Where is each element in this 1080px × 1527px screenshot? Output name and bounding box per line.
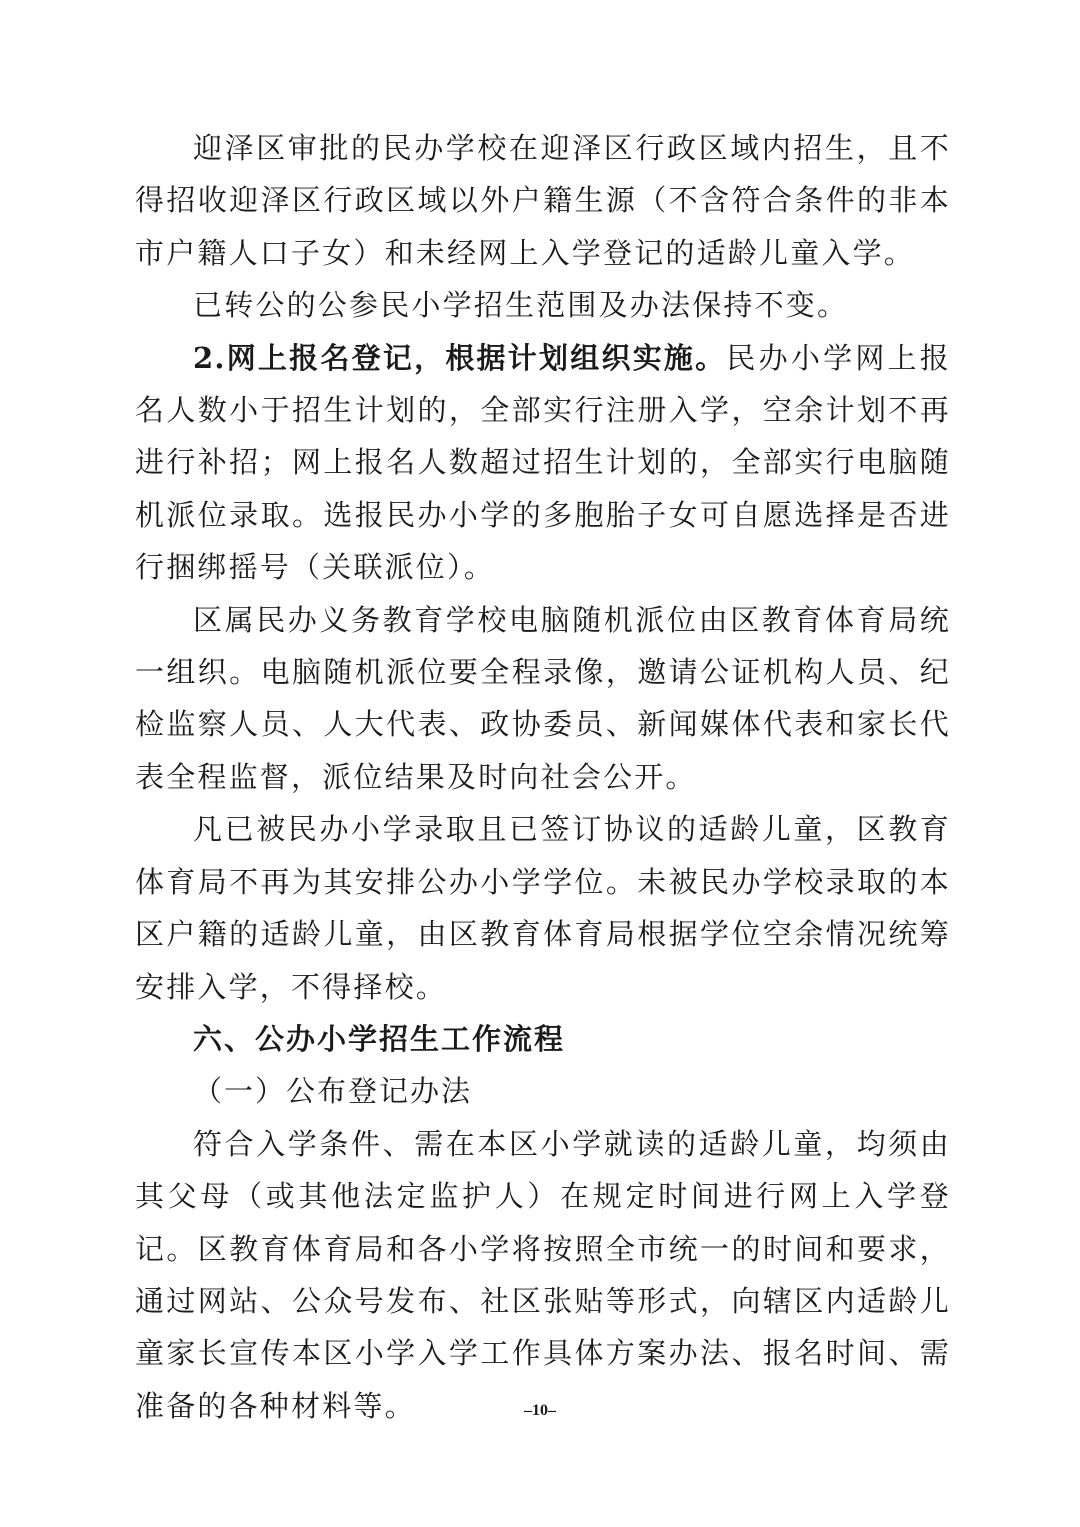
paragraph-admitted-children: 凡已被民办小学录取且已签订协议的适龄儿童，区教育体育局不再为其安排公办小学学位。未被民办学校录取的本区户籍的适龄儿童，由区教育体育局根据学位空余情况统筹安排入学，不得择校。	[135, 812, 951, 1004]
page-number: –10–	[524, 1402, 556, 1419]
paragraph-online-registration	[135, 332, 951, 594]
paragraph-private-school-enrollment-scope: 迎泽区审批的民办学校在迎泽区行政区域内招生，且不得招收迎泽区行政区域以外户籍生源（不含符合条件的非本市户籍人口子女）和未经网上入学登记的适龄儿童入学。	[135, 131, 951, 270]
paragraph-converted-schools: 已转公的公参民小学招生范围及办法保持不变。	[193, 288, 849, 323]
document-body	[135, 122, 951, 1432]
paragraph-registration-requirements: 符合入学条件、需在本区小学就读的适龄儿童，均须由其父母（或其他法定监护人）在规定时间进行网上入学登记。区教育体育局和各小学将按照全市统一的时间和要求，通过网站、公众号发布、社区张贴等形式，向辖区内适龄儿童家长宣传本区小学入学工作具体方案办法、报名时间、需准备的各种材料等。	[135, 1126, 951, 1423]
subsection-heading-publish-registration: （一）公布登记办法	[193, 1074, 473, 1109]
paragraph-online-registration-body: 民办小学网上报名人数小于招生计划的，全部实行注册入学，空余计划不再进行补招；网上报名人数超过招生计划的，全部实行电脑随机派位录取。选报民办小学的多胞胎子女可自愿选择是否进行捆绑摇号（关联派位）。	[135, 340, 951, 585]
section-heading-public-school-process: 六、公办小学招生工作流程	[193, 1021, 566, 1056]
paragraph-random-allocation: 区属民办义务教育学校电脑随机派位由区教育体育局统一组织。电脑随机派位要全程录像，邀请公证机构人员、纪检监察人员、人大代表、政协委员、新闻媒体代表和家长代表全程监督，派位结果及时向社会公开。	[135, 602, 951, 794]
paragraph-online-registration-lead: 2.网上报名登记，根据计划组织实施。	[193, 340, 727, 375]
